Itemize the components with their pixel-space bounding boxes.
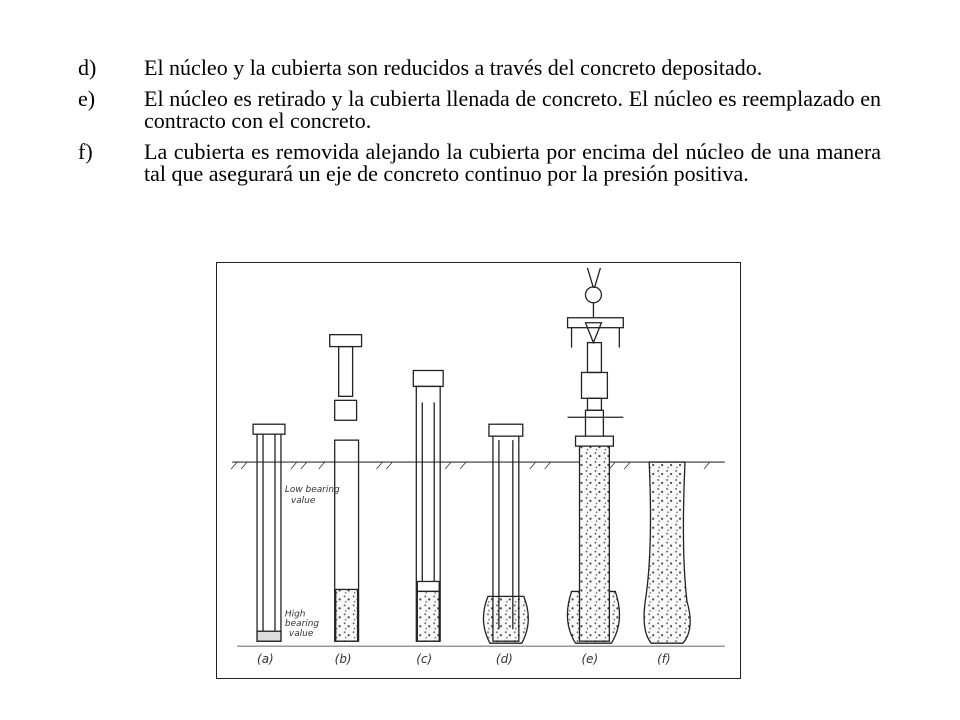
caption-a: (a)	[257, 652, 274, 667]
list-text: El núcleo y la cubierta son reducidos a través del concreto depositado.	[144, 55, 763, 80]
list-item-d	[78, 57, 881, 79]
caption-b: (b)	[334, 652, 352, 667]
list-item-e	[78, 88, 881, 132]
pile-f	[644, 462, 690, 643]
pile-construction-figure	[216, 262, 741, 679]
list-item-f	[78, 141, 881, 185]
list-marker: e)	[78, 86, 96, 111]
annotation-high-1: High	[284, 609, 306, 620]
pile-d	[483, 424, 528, 643]
pile-c	[413, 370, 443, 641]
caption-c: (c)	[416, 652, 433, 667]
instruction-list	[78, 57, 881, 194]
annotation-low-2: value	[290, 495, 316, 506]
caption-d: (d)	[495, 652, 513, 667]
pile-diagram	[217, 263, 740, 678]
pile-a	[253, 424, 285, 641]
caption-f: (f)	[657, 652, 671, 667]
list-text: La cubierta es removida alejando la cubierta por encima del núcleo de una manera tal que asegurará un eje de concreto continuo por la presión positiva.	[144, 139, 881, 186]
caption-e: (e)	[581, 652, 599, 667]
list-marker: d)	[78, 55, 97, 80]
list-text: El núcleo es retirado y la cubierta llenada de concreto. El núcleo es reemplazado en contracto con el concreto.	[144, 86, 881, 133]
annotation-high-3: value	[288, 629, 314, 640]
annotation-high-2: bearing	[284, 619, 320, 630]
pile-e	[567, 268, 623, 643]
list-marker: f)	[78, 139, 93, 164]
annotation-low-1: Low bearing	[284, 484, 340, 495]
